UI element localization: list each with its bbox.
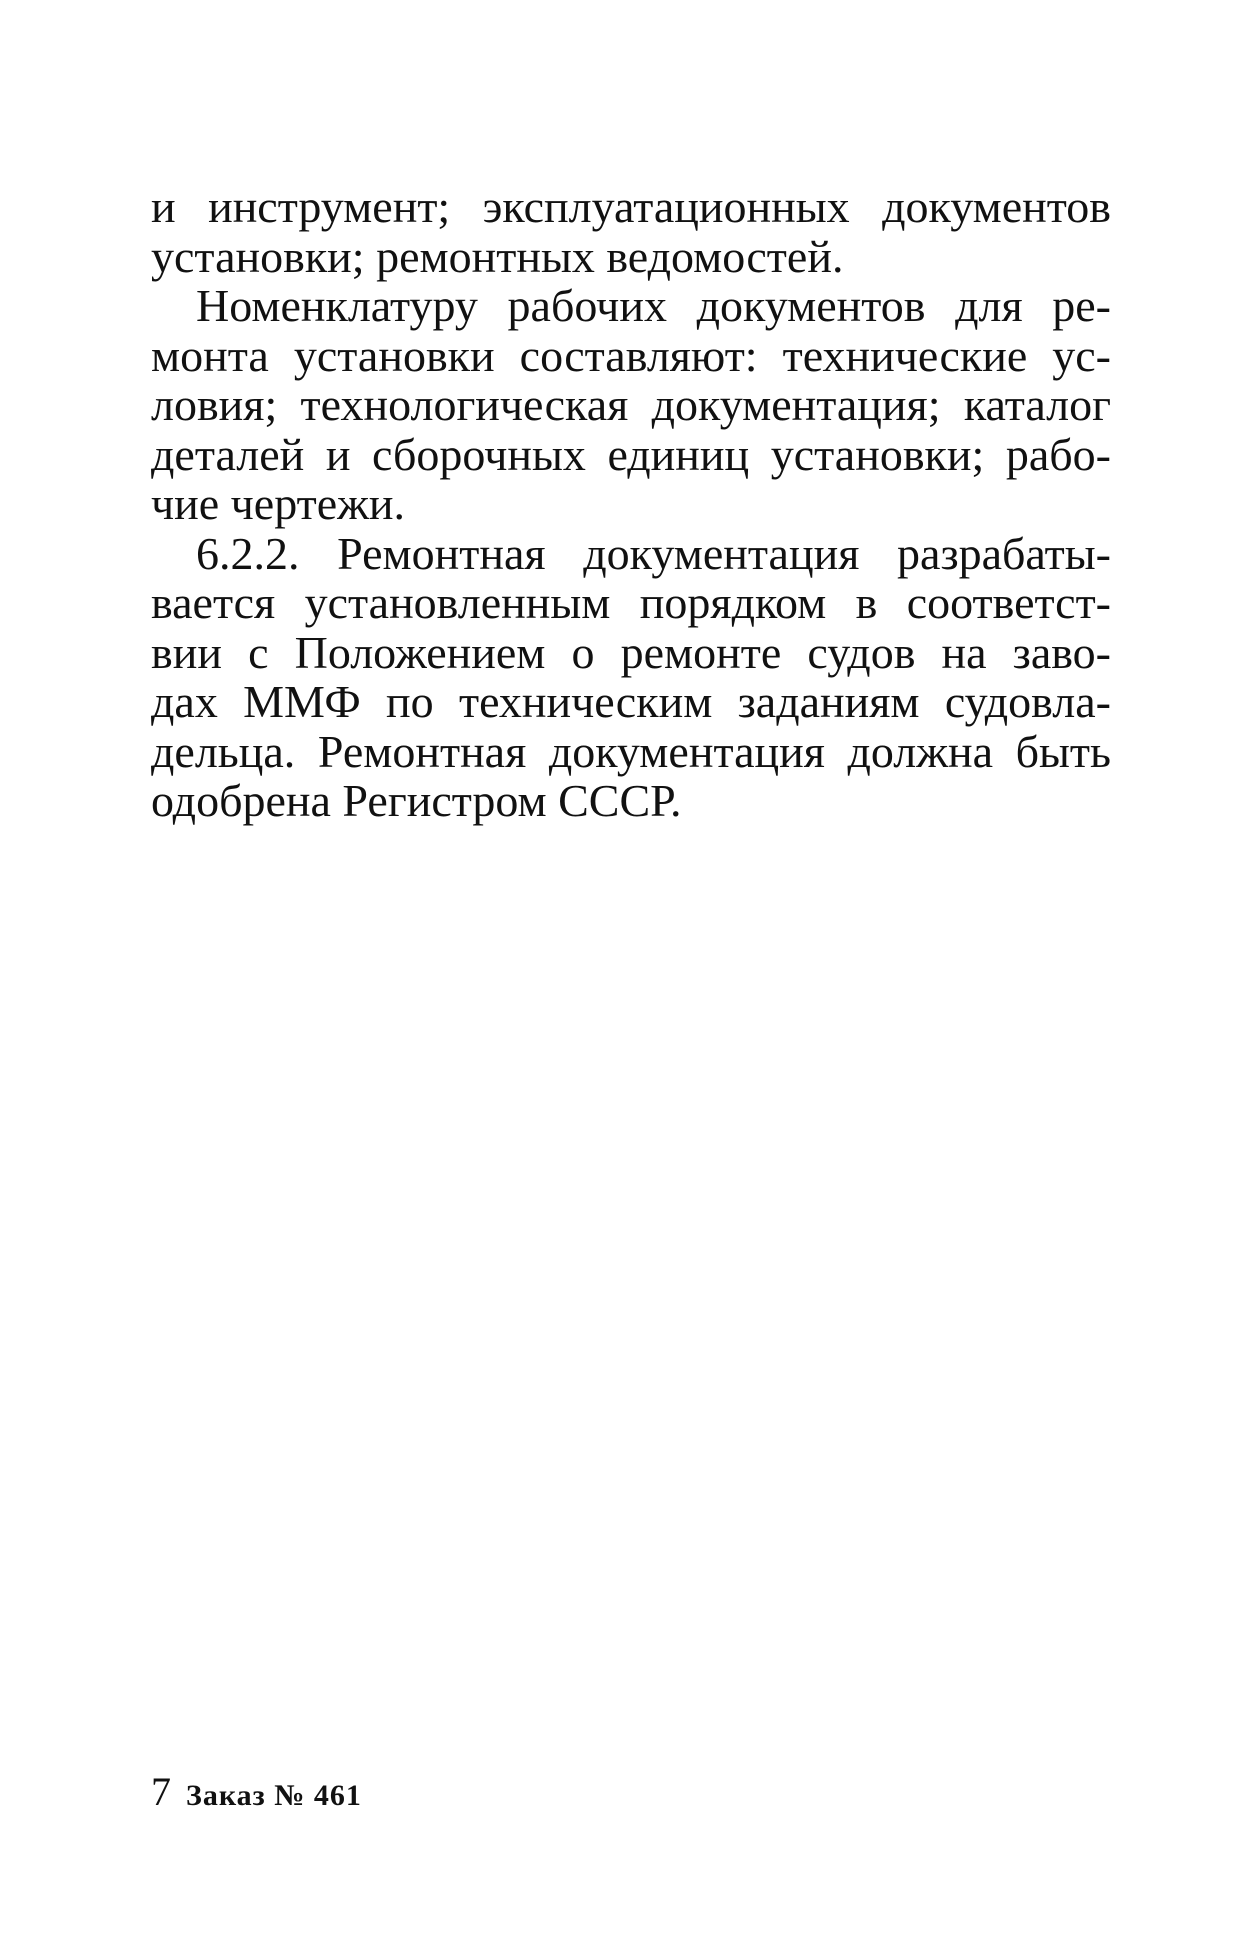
text-line: ловия; технологическая документация; каталог [151, 379, 1111, 430]
paragraph-2 [151, 281, 1111, 529]
text-line: вается установленным порядком в соответст- [151, 577, 1111, 628]
text-line: вии с Положением о ремонте судов на заво- [151, 626, 1111, 678]
paragraph-3 [151, 529, 1111, 826]
order-number-text: Заказ № 461 [186, 1779, 362, 1812]
text-line: дах ММФ по техническим заданиям судовла- [151, 676, 1111, 727]
text-line: установки; ремонтных ведомостей. [151, 230, 844, 282]
text-line: чие чертежи. [151, 478, 406, 529]
text-line: монта установки составляют: технические ус- [151, 329, 1111, 381]
text-line: дельца. Ремонтная документация должна быть [151, 725, 1111, 777]
paragraph-1 [151, 182, 1111, 281]
text-line: и инструмент; эксплуатационных документов [151, 181, 1111, 232]
text-line: деталей и сборочных единиц установки; рабо- [151, 428, 1111, 480]
text-line: Номенклатуру рабочих документов для ре- [196, 280, 1111, 331]
signature-number: 7 [151, 1769, 172, 1814]
body-text [151, 182, 1111, 826]
printer-signature-footer [151, 1768, 362, 1815]
text-line: 6.2.2. Ремонтная документация разрабаты- [196, 527, 1111, 579]
text-line: одобрена Регистром СССР. [151, 775, 682, 826]
